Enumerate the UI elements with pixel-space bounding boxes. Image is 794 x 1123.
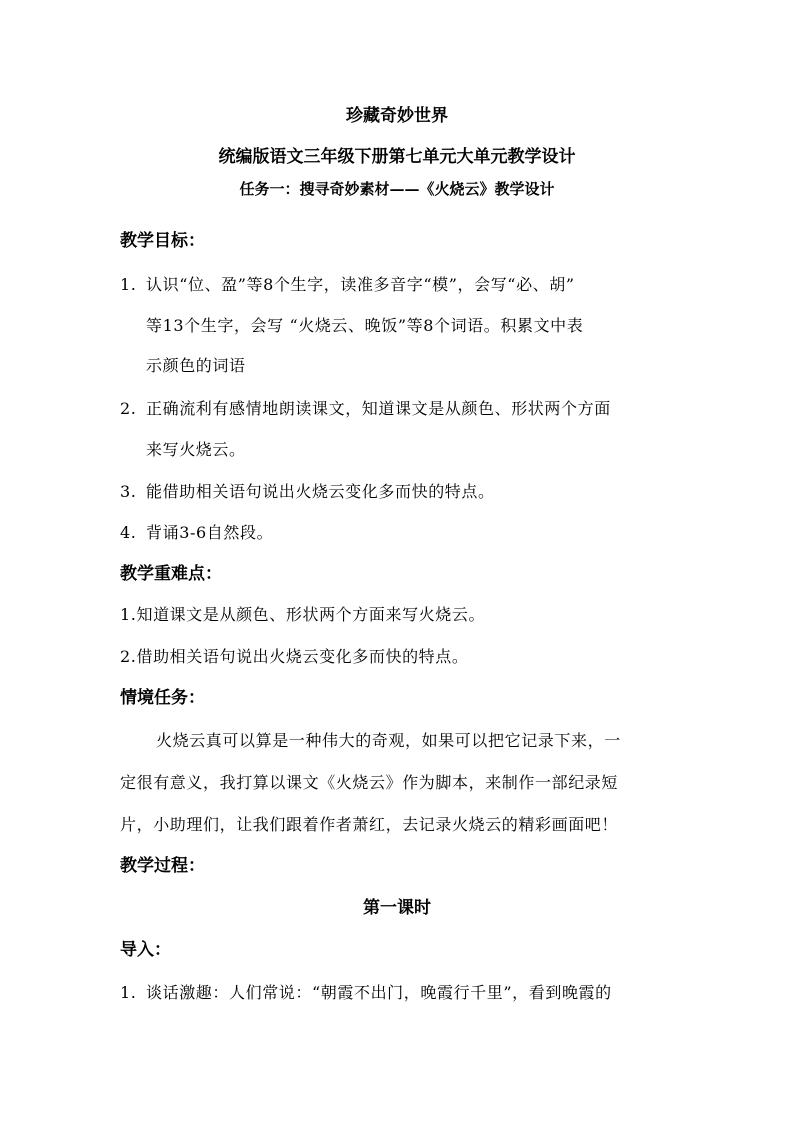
- intro-line: 谈话激趣：人们常说：“朝霞不出门，晚霞行千里”，看到晚霞的: [146, 983, 612, 1002]
- document-title: 珍藏奇妙世界: [346, 106, 448, 126]
- objective-line: 背诵3-6自然段。: [146, 523, 274, 542]
- intro-heading: 导入：: [120, 940, 171, 960]
- objective-number: 1.: [120, 275, 137, 294]
- task-title: 任务一：搜寻奇妙素材——《火烧云》教学设计: [239, 180, 555, 198]
- objectives-heading: 教学目标：: [120, 231, 205, 251]
- key-points-heading: 教学重难点：: [120, 564, 222, 584]
- objective-number: 2.: [120, 399, 137, 418]
- scenario-paragraph-line: 火烧云真可以算是一种伟大的奇观，如果可以把它记录下来，一: [156, 731, 621, 750]
- objective-line: 正确流利有感情地朗读课文，知道课文是从颜色、形状两个方面: [146, 399, 611, 418]
- lesson-title: 第一课时: [363, 898, 431, 918]
- scenario-paragraph-line: 定很有意义，我打算以课文《火烧云》作为脚本，来制作一部纪录短: [120, 773, 619, 792]
- objective-line: 示颜色的词语: [146, 356, 246, 375]
- process-heading: 教学过程：: [120, 856, 205, 876]
- document-subtitle: 统编版语文三年级下册第七单元大单元教学设计: [218, 147, 576, 167]
- objective-number: 4.: [120, 523, 137, 542]
- objective-line: 能借助相关语句说出火烧云变化多而快的特点。: [146, 482, 495, 501]
- scenario-heading: 情境任务：: [120, 688, 205, 708]
- key-point-item: 1.知道课文是从颜色、形状两个方面来写火烧云。: [120, 605, 486, 624]
- objective-line: 等13个生字，会写 “火烧云、晚饭”等8个词语。积累文中表: [146, 316, 584, 335]
- objective-number: 3.: [120, 482, 137, 501]
- objective-line: 来写火烧云。: [146, 440, 246, 459]
- key-point-item: 2.借助相关语句说出火烧云变化多而快的特点。: [120, 647, 469, 666]
- scenario-paragraph-line: 片，小助理们，让我们跟着作者萧红，去记录火烧云的精彩画面吧！: [120, 815, 619, 834]
- objective-line: 认识“位、盈”等8个生字，读准多音字“模”，会写“必、胡”: [146, 275, 575, 294]
- intro-number: 1.: [120, 983, 137, 1002]
